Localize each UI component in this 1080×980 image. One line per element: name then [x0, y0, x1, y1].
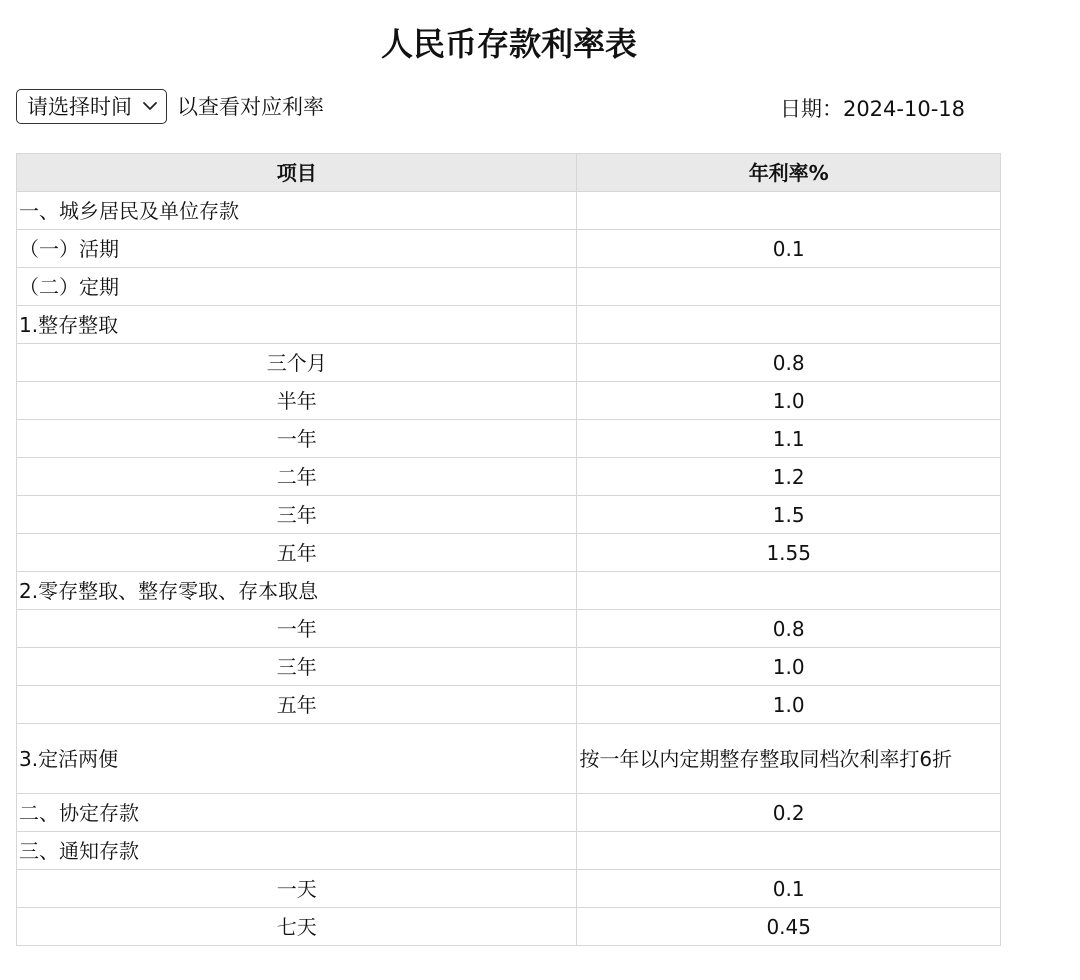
row-rate: 1.2	[577, 458, 1001, 496]
table-row	[17, 344, 1001, 382]
rates-table	[16, 153, 1001, 946]
table-row	[17, 230, 1001, 268]
row-item: 五年	[17, 534, 577, 572]
row-rate: 0.1	[577, 230, 1001, 268]
row-item: 二、协定存款	[17, 794, 577, 832]
time-selector-row	[16, 88, 324, 124]
table-row	[17, 268, 1001, 306]
row-item: 3.定活两便	[17, 724, 577, 794]
row-item: 一、城乡居民及单位存款	[17, 192, 577, 230]
header-item: 项目	[17, 154, 577, 192]
row-item: 一年	[17, 420, 577, 458]
row-item: 一年	[17, 610, 577, 648]
row-rate: 1.0	[577, 648, 1001, 686]
table-header-row	[17, 154, 1001, 192]
table-row	[17, 832, 1001, 870]
table-row	[17, 458, 1001, 496]
row-item: 二年	[17, 458, 577, 496]
header-rate: 年利率%	[577, 154, 1001, 192]
row-rate: 1.5	[577, 496, 1001, 534]
row-rate: 0.45	[577, 908, 1001, 946]
table-body	[17, 192, 1001, 946]
table-row	[17, 794, 1001, 832]
table-row	[17, 192, 1001, 230]
row-item: 七天	[17, 908, 577, 946]
table-row	[17, 534, 1001, 572]
row-rate: 0.2	[577, 794, 1001, 832]
row-rate: 1.0	[577, 382, 1001, 420]
row-rate	[577, 572, 1001, 610]
row-rate: 按一年以内定期整存整取同档次利率打6折	[577, 724, 1001, 794]
table-row	[17, 908, 1001, 946]
row-rate	[577, 268, 1001, 306]
table-row	[17, 572, 1001, 610]
row-item: 三个月	[17, 344, 577, 382]
row-rate: 1.0	[577, 686, 1001, 724]
table-row	[17, 686, 1001, 724]
time-select[interactable]	[16, 89, 167, 124]
row-item: 五年	[17, 686, 577, 724]
row-rate: 0.8	[577, 610, 1001, 648]
row-rate	[577, 192, 1001, 230]
row-rate	[577, 306, 1001, 344]
row-rate: 0.8	[577, 344, 1001, 382]
table-row	[17, 610, 1001, 648]
row-item: 三年	[17, 496, 577, 534]
row-rate: 1.1	[577, 420, 1001, 458]
row-rate: 0.1	[577, 870, 1001, 908]
date-label: 日期：2024-10-18	[779, 97, 965, 121]
row-item: （二）定期	[17, 268, 577, 306]
table-row	[17, 648, 1001, 686]
row-item: 半年	[17, 382, 577, 420]
row-rate	[577, 832, 1001, 870]
select-hint: 以查看对应利率	[177, 95, 324, 119]
table-row	[17, 724, 1001, 794]
table-row	[17, 496, 1001, 534]
row-item: 三、通知存款	[17, 832, 577, 870]
time-select-value: 请选择时间	[27, 95, 132, 119]
row-item: （一）活期	[17, 230, 577, 268]
table-row	[17, 870, 1001, 908]
row-item: 一天	[17, 870, 577, 908]
row-item: 2.零存整取、整存零取、存本取息	[17, 572, 577, 610]
chevron-down-icon	[142, 98, 158, 114]
row-item: 1.整存整取	[17, 306, 577, 344]
page-title: 人民币存款利率表	[380, 25, 637, 63]
table-row	[17, 306, 1001, 344]
row-rate: 1.55	[577, 534, 1001, 572]
row-item: 三年	[17, 648, 577, 686]
table-row	[17, 420, 1001, 458]
table-row	[17, 382, 1001, 420]
